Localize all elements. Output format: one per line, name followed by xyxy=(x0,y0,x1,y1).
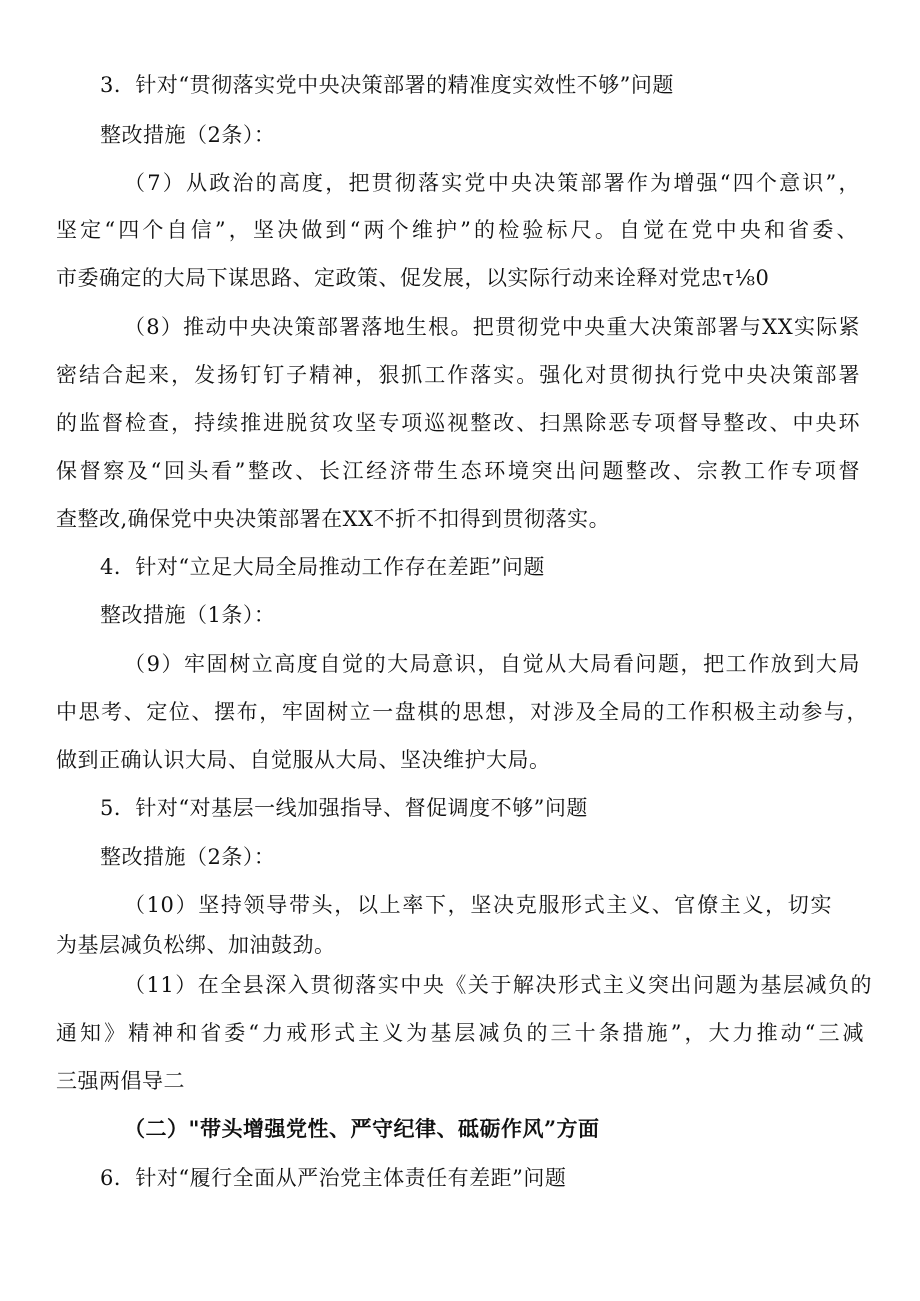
measure-11-line-3: 三强两倡导二 xyxy=(56,1069,185,1093)
measure-11-line-2: 通知》精神和省委“力戒形式主义为基层减负的三十条措施”，大力推动“三减 xyxy=(56,1021,864,1045)
measure-9-line-1: （9）牢固树立高度自觉的大局意识，自觉从大局看问题，把工作放到大局 xyxy=(124,652,860,676)
heading-item-3: 3．针对“贯彻落实党中央决策部署的精准度实效性不够”问题 xyxy=(100,73,674,97)
measure-11-line-1: （11）在全县深入贯彻落实中央《关于解决形式主义突出问题为基层减负的 xyxy=(124,973,872,997)
measure-8-line-1: （8）推动中央决策部署落地生根。把贯彻党中央重大决策部署与XX实际紧 xyxy=(124,315,860,339)
measure-8-line-2: 密结合起来，发扬钉钉子精神，狠抓工作落实。强化对贯彻执行党中央决策部署 xyxy=(56,363,860,387)
measure-10-line-1: （10）坚持领导带头，以上率下，坚决克服形式主义、官僚主义，切实 xyxy=(124,893,832,917)
heading-item-5: 5．针对“对基层一线加强指导、督促调度不够”问题 xyxy=(100,796,588,820)
section-heading-2: （二）"带头增强党性、严守纪律、砥砺作风”方面 xyxy=(124,1116,600,1141)
measure-9-line-3: 做到正确认识大局、自觉服从大局、坚决维护大局。 xyxy=(56,748,551,772)
measures-count-label: 整改措施（2条）： xyxy=(100,123,276,147)
measure-8-line-3: 的监督检查，持续推进脱贫攻坚专项巡视整改、扫黑除恶专项督导整改、中央环 xyxy=(56,411,860,435)
measure-8-line-4: 保督察及“回头看”整改、长江经济带生态环境突出问题整改、宗教工作专项督 xyxy=(56,459,860,483)
measure-7-line-3: 市委确定的大局下谋思路、定政策、促发展，以实际行动来诠释对党忠τ⅛0 xyxy=(56,266,770,290)
heading-item-4: 4．针对“立足大局全局推动工作存在差距”问题 xyxy=(100,555,545,579)
measure-7-line-2: 坚定“四个自信”，坚决做到“两个维护”的检验标尺。自觉在党中央和省委、 xyxy=(56,218,858,242)
heading-item-6: 6．针对“履行全面从严治党主体责任有差距”问题 xyxy=(100,1166,567,1190)
measure-10-line-2: 为基层减负松绑、加油鼓劲。 xyxy=(56,933,336,957)
measure-7-line-1: （7）从政治的高度，把贯彻落实党中央决策部署作为增强“四个意识”， xyxy=(124,171,860,195)
measure-8-line-5: 查整改,确保党中央决策部署在XX不折不扣得到贯彻落实。 xyxy=(56,507,611,531)
measures-count-label: 整改措施（2条）： xyxy=(100,845,276,869)
measure-9-line-2: 中思考、定位、摆布，牢固树立一盘棋的思想，对涉及全局的工作积极主动参与， xyxy=(56,700,868,724)
measures-count-label: 整改措施（1条）： xyxy=(100,603,276,627)
